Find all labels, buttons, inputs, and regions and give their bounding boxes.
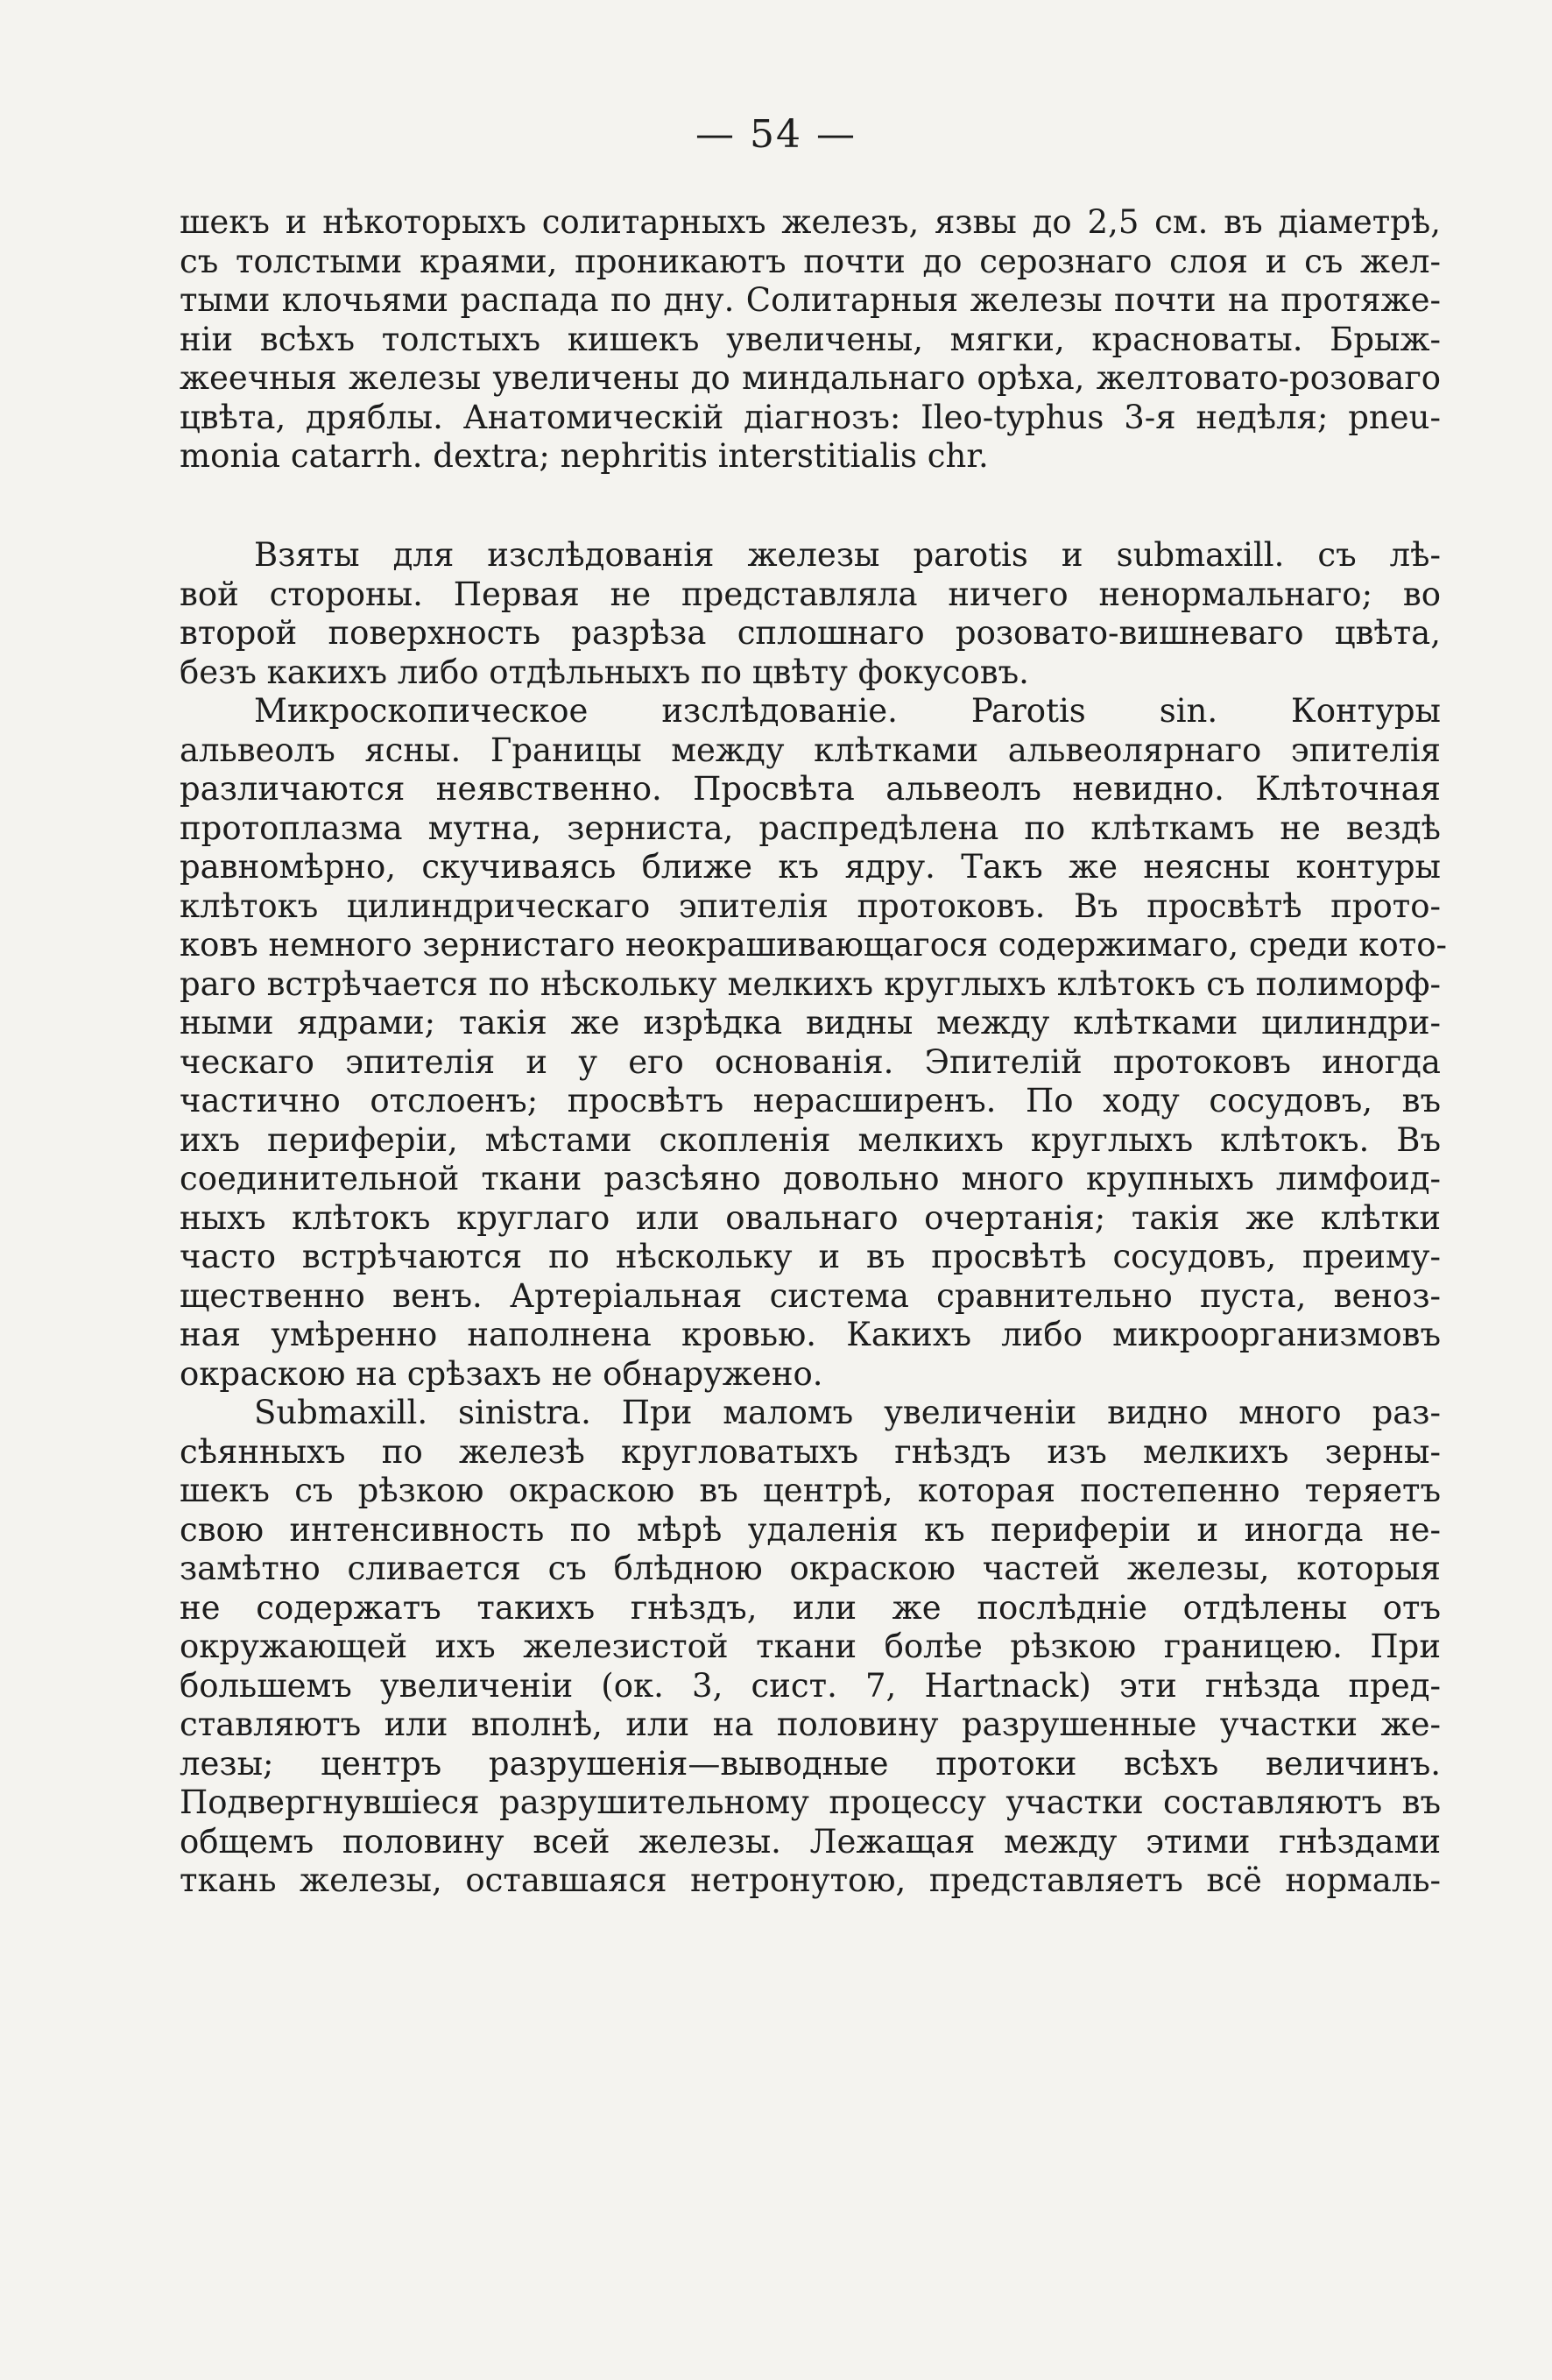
text-line: ными ядрами; такія же изрѣдка видны между клѣтками цилиндри-: [180, 1004, 1441, 1042]
paragraph-autopsy-continuation: [180, 203, 1441, 477]
text-line: Микроскопическое изслѣдованіе. Parotis sin. Контуры: [254, 692, 1441, 730]
text-line: окраскою на срѣзахъ не обнаружено.: [180, 1354, 823, 1393]
text-line: шекъ съ рѣзкою окраскою въ центрѣ, которая постепенно теряетъ: [180, 1472, 1441, 1509]
text-line: жеечныя железы увеличены до миндальнаго орѣха, желтовато-розоваго: [180, 359, 1441, 397]
text-line: monia catarrh. dextra; nephritis interstitialis chr.: [180, 437, 989, 475]
text-line: цвѣта, дряблы. Анатомическій діагнозъ: Ileo-typhus 3-я недѣля; pneu-: [180, 398, 1441, 436]
text-line: соединительной ткани разсѣяно довольно много крупныхъ лимфоид-: [180, 1160, 1441, 1197]
text-line: ческаго эпителія и у его основанія. Эпителій протоковъ иногда: [180, 1042, 1441, 1081]
text-line: ніи всѣхъ толстыхъ кишекъ увеличены, мягки, красноваты. Брыж-: [180, 320, 1441, 358]
text-line: раго встрѣчается по нѣскольку мелкихъ круглыхъ клѣтокъ съ полиморф-: [180, 964, 1441, 1003]
text-line: ныхъ клѣтокъ круглаго или овальнаго очертанія; такія же клѣтки: [180, 1198, 1441, 1237]
text-line: вой стороны. Первая не представляла ничего ненормальнаго; во: [180, 575, 1441, 613]
main-text-column: [180, 536, 1448, 1901]
text-line: протоплазма мутна, зерниста, распредѣлена по клѣткамъ не вездѣ: [180, 809, 1441, 847]
text-line: ихъ периферіи, мѣстами скопленія мелкихъ круглыхъ клѣтокъ. Въ: [180, 1120, 1441, 1159]
text-line: шекъ и нѣкоторыхъ солитарныхъ железъ, язвы до 2,5 см. въ діаметрѣ,: [180, 203, 1441, 241]
text-line: свою интенсивность по мѣрѣ удаленія къ периферіи и иногда не-: [180, 1510, 1441, 1549]
text-line: часто встрѣчаются по нѣскольку и въ просвѣтѣ сосудовъ, преиму-: [180, 1238, 1441, 1275]
text-line: большемъ увеличеніи (ок. 3, сист. 7, Hartnack) эти гнѣзда пред-: [180, 1666, 1441, 1705]
text-line: ная умѣренно наполнена кровью. Какихъ либо микроорганизмовъ: [180, 1316, 1441, 1353]
text-line: частично отслоенъ; просвѣтъ нерасширенъ. По ходу сосудовъ, въ: [180, 1082, 1441, 1119]
text-line: Подвергнувшіеся разрушительному процессу участки составляютъ въ: [180, 1783, 1441, 1821]
text-line: Взяты для изслѣдованія железы parotis и submaxill. съ лѣ-: [254, 536, 1441, 574]
text-line: сѣянныхъ по железѣ кругловатыхъ гнѣздъ изъ мелкихъ зерны-: [180, 1432, 1441, 1471]
text-line: различаются неявственно. Просвѣта альвеолъ невидно. Клѣточная: [180, 770, 1441, 808]
text-line: альвеолъ ясны. Границы между клѣтками альвеолярнаго эпителія: [180, 731, 1441, 769]
text-line: безъ какихъ либо отдѣльныхъ по цвѣту фокусовъ.: [180, 653, 1029, 691]
text-line: лезы; центръ разрушенія—выводные протоки всѣхъ величинъ.: [180, 1744, 1441, 1783]
text-line: второй поверхность разрѣза сплошнаго розовато-вишневаго цвѣта,: [180, 614, 1441, 652]
page-number: — 54 —: [695, 112, 857, 157]
text-line: съ толстыми краями, проникаютъ почти до серознаго слоя и съ жел-: [180, 242, 1441, 280]
text-line: ткань железы, оставшаяся нетронутою, представляетъ всё нормаль-: [180, 1861, 1441, 1899]
text-line: ставляютъ или вполнѣ, или на половину разрушенные участки же-: [180, 1706, 1441, 1743]
text-line: общемъ половину всей железы. Лежащая между этими гнѣздами: [180, 1822, 1441, 1861]
text-line: ковъ немного зернистаго неокрашивающагося содержимаго, среди кото-: [180, 926, 1448, 964]
text-line: Submaxill. sinistra. При маломъ увеличеніи видно много раз-: [254, 1394, 1441, 1431]
text-line: окружающей ихъ железистой ткани болѣе рѣзкою границею. При: [180, 1628, 1441, 1665]
text-line: замѣтно сливается съ блѣдною окраскою частей железы, которыя: [180, 1550, 1441, 1587]
text-line: не содержатъ такихъ гнѣздъ, или же послѣдніе отдѣлены отъ: [180, 1588, 1441, 1627]
text-line: щественно венъ. Артеріальная система сравнительно пуста, веноз-: [180, 1276, 1441, 1315]
text-line: равномѣрно, скучиваясь ближе къ ядру. Такъ же неясны контуры: [180, 848, 1441, 886]
text-line: клѣтокъ цилиндрическаго эпителія протоковъ. Въ просвѣтѣ прото-: [180, 886, 1441, 925]
text-line: тыми клочьями распада по дну. Солитарныя железы почти на протяже-: [180, 281, 1441, 319]
